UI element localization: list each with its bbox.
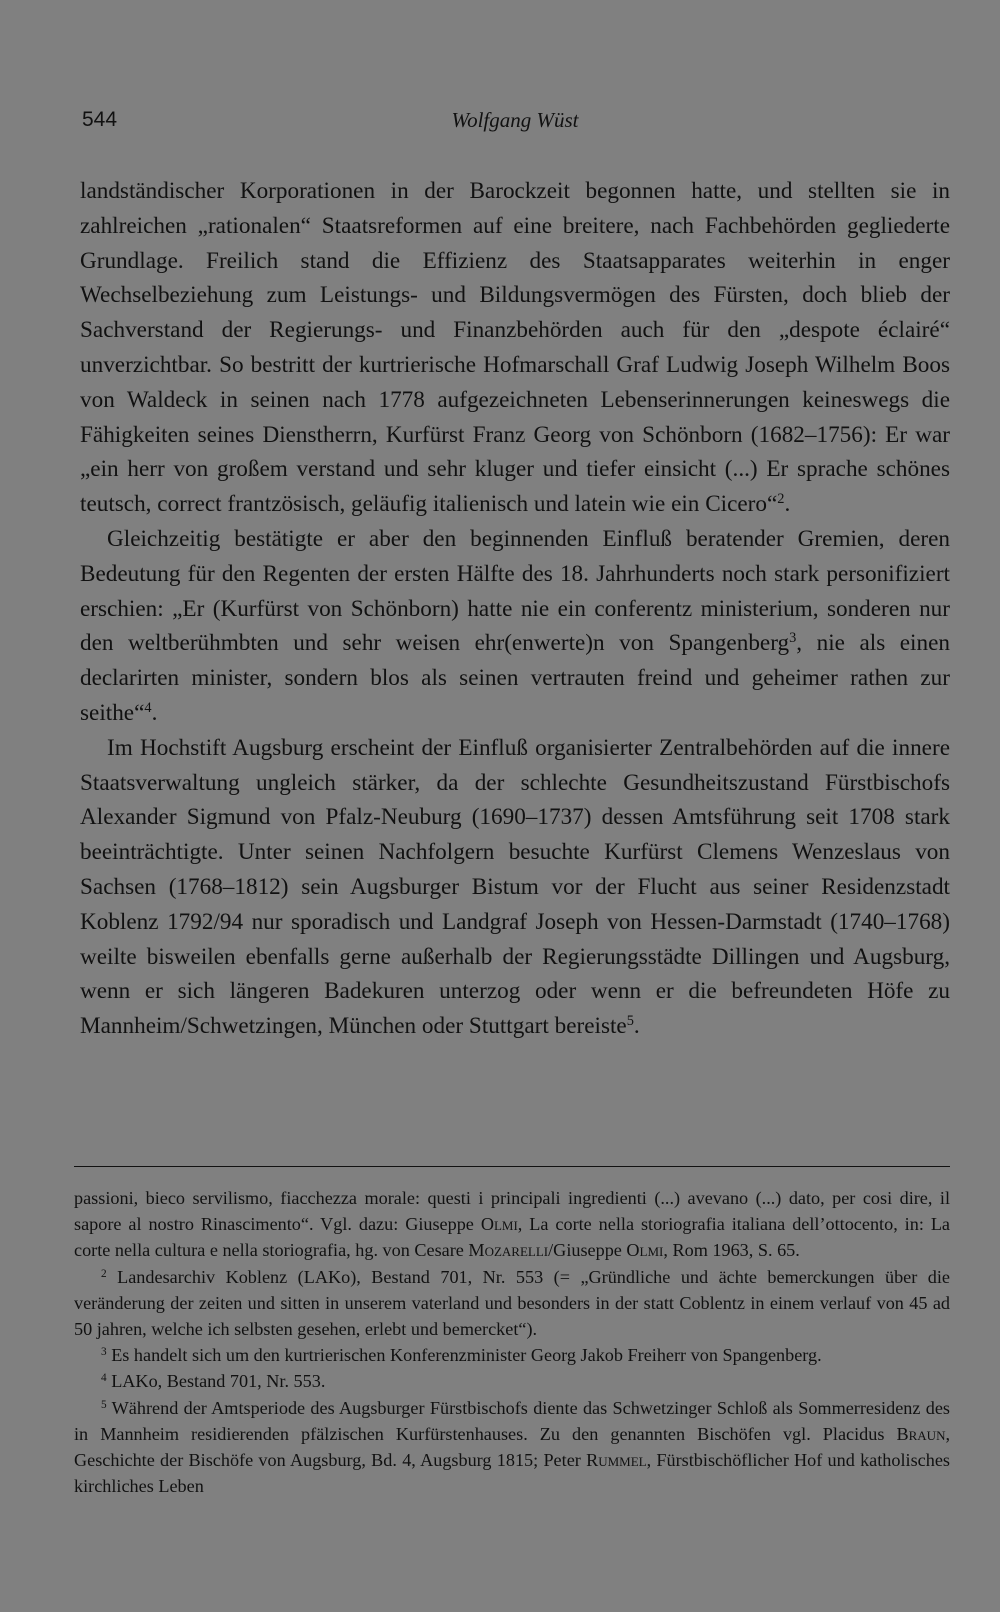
footnote-ref-3: 3: [789, 630, 797, 647]
footnote-3: $^3$ Es handelt sich um den kurtrierischen Konferenzminister Georg Jakob Freiherr von Spangenberg.: [101, 1345, 822, 1366]
footnote-separator: [74, 1166, 950, 1167]
page-header: [82, 108, 948, 138]
footnote-number: 4: [101, 1372, 107, 1385]
paragraph-1: landständischer Korporationen in der Barockzeit begonnen hatte, und stellten sie in zahlreichen „rationalen“ Staatsreformen auf eine breitere, nach Fachbehörden gegliederte Grundlage. Freilich stand die Effizienz des Staatsapparates weiterhin in enger Wechselbeziehung zum Leistungs- und Bildungsvermögen des Fürsten, doch blieb der Sachverstand der Regierungs- und Finanzbehörden auch für den „despote éclairé“ unverzichtbar. So bestritt der kurtrierische Hofmarschall Graf Ludwig Joseph Wilhelm Boos von Waldeck in seinen nach 1778 aufgezeichneten Lebenserinnerungen keineswegs die Fähigkeiten seines Dienstherrn, Kurfürst Franz Georg von Schönborn (1682–1756): Er war „ein herr von großem verstand und sehr kluger und tiefer einsicht (...) Er sprache schönes teutsch, correct frantzösisch, geläufig italienisch und latein wie ein Cicero“$^2$.: [80, 178, 950, 518]
footnote-5: $^5$ Während der Amtsperiode des Augsburger Fürstbischofs diente das Schwetzinger Schloß als Sommerresidenz des in Mannheim residierenden pfälzischen Kurfürstenhauses. Zu den genannten Bischöfen vgl. Placidus Braun, Geschichte der Bischöfe von Augsburg, Bd. 4, Augsburg 1815; Peter Rummel, Fürstbischöflicher Hof und katholisches kirchliches Leben: [74, 1397, 951, 1497]
footnote-ref-5: 5: [626, 1013, 634, 1030]
footnote-continued: passioni, bieco servilismo, fiacchezza morale: questi i principali ingredienti (...) avevano (...) dato, per cosi dire, il sapore al nostro Rinascimento“. Vgl. dazu: Giuseppe Olmi, La corte nella storiografia italiana dell’ottocento, in: La corte nella cultura e nella storiografia, hg. von Cesare Mozarelli/Giuseppe Olmi, Rom 1963, S. 65.: [74, 1188, 950, 1261]
main-text: [80, 174, 950, 1044]
footnote-ref-2: 2: [777, 491, 785, 508]
footnote-number: 3: [101, 1346, 107, 1359]
footnote-number: 2: [101, 1267, 107, 1280]
page-number: 544: [82, 108, 118, 131]
footnote-2: $^2$ Landesarchiv Koblenz (LAKo), Bestand 701, Nr. 553 (= „Gründliche und ächte bemerckungen über die veränderung der zeiten und sitten in unserem vaterland und besonders in der statt Coblentz in einem verlauf von 45 ad 50 jahren, welche ich selbsten gesehen, erlebt und bemercket“).: [74, 1266, 950, 1340]
footnote-number: 5: [101, 1398, 107, 1411]
footnote-4: $^4$ LAKo, Bestand 701, Nr. 553.: [101, 1371, 326, 1392]
footnote-ref-4: 4: [144, 700, 152, 717]
running-head-author: Wolfgang Wüst: [451, 108, 579, 132]
footnotes: [74, 1185, 950, 1499]
paragraph-2: Gleichzeitig bestätigte er aber den beginnenden Einfluß beratender Gremien, deren Bedeutung für den Regenten der ersten Hälfte des 18. Jahrhunderts noch stark personifiziert erschien: „Er (Kurfürst von Schönborn) hatte nie ein conferentz ministerium, sonderen nur den weltberühmbten und sehr weisen ehr(enwerte)n von Spangenberg$^3$, nie als einen declarirten minister, sondern blos als seinen vertrauten freind und geheimer rathen zur seithe“$^4$.: [80, 525, 950, 726]
paragraph-3: Im Hochstift Augsburg erscheint der Einfluß organisierter Zentralbehörden auf die innere Staatsverwaltung ungleich stärker, da der schlechte Gesundheitszustand Fürstbischofs Alexander Sigmund von Pfalz-Neuburg (1690–1737) dessen Amtsführung seit 1708 stark beeinträchtigte. Unter seinen Nachfolgern besuchte Kurfürst Clemens Wenzeslaus von Sachsen (1768–1812) sein Augsburger Bistum vor der Flucht aus seiner Residenzstadt Koblenz 1792/94 nur sporadisch und Landgraf Joseph von Hessen-Darmstadt (1740–1768) weilte bisweilen ebenfalls gerne außerhalb der Regierungsstädte Dillingen und Augsburg, wenn er sich längeren Badekuren unterzog oder wenn er die befreundeten Höfe zu Mannheim/Schwetzingen, München oder Stuttgart bereiste$^5$.: [80, 734, 950, 1040]
